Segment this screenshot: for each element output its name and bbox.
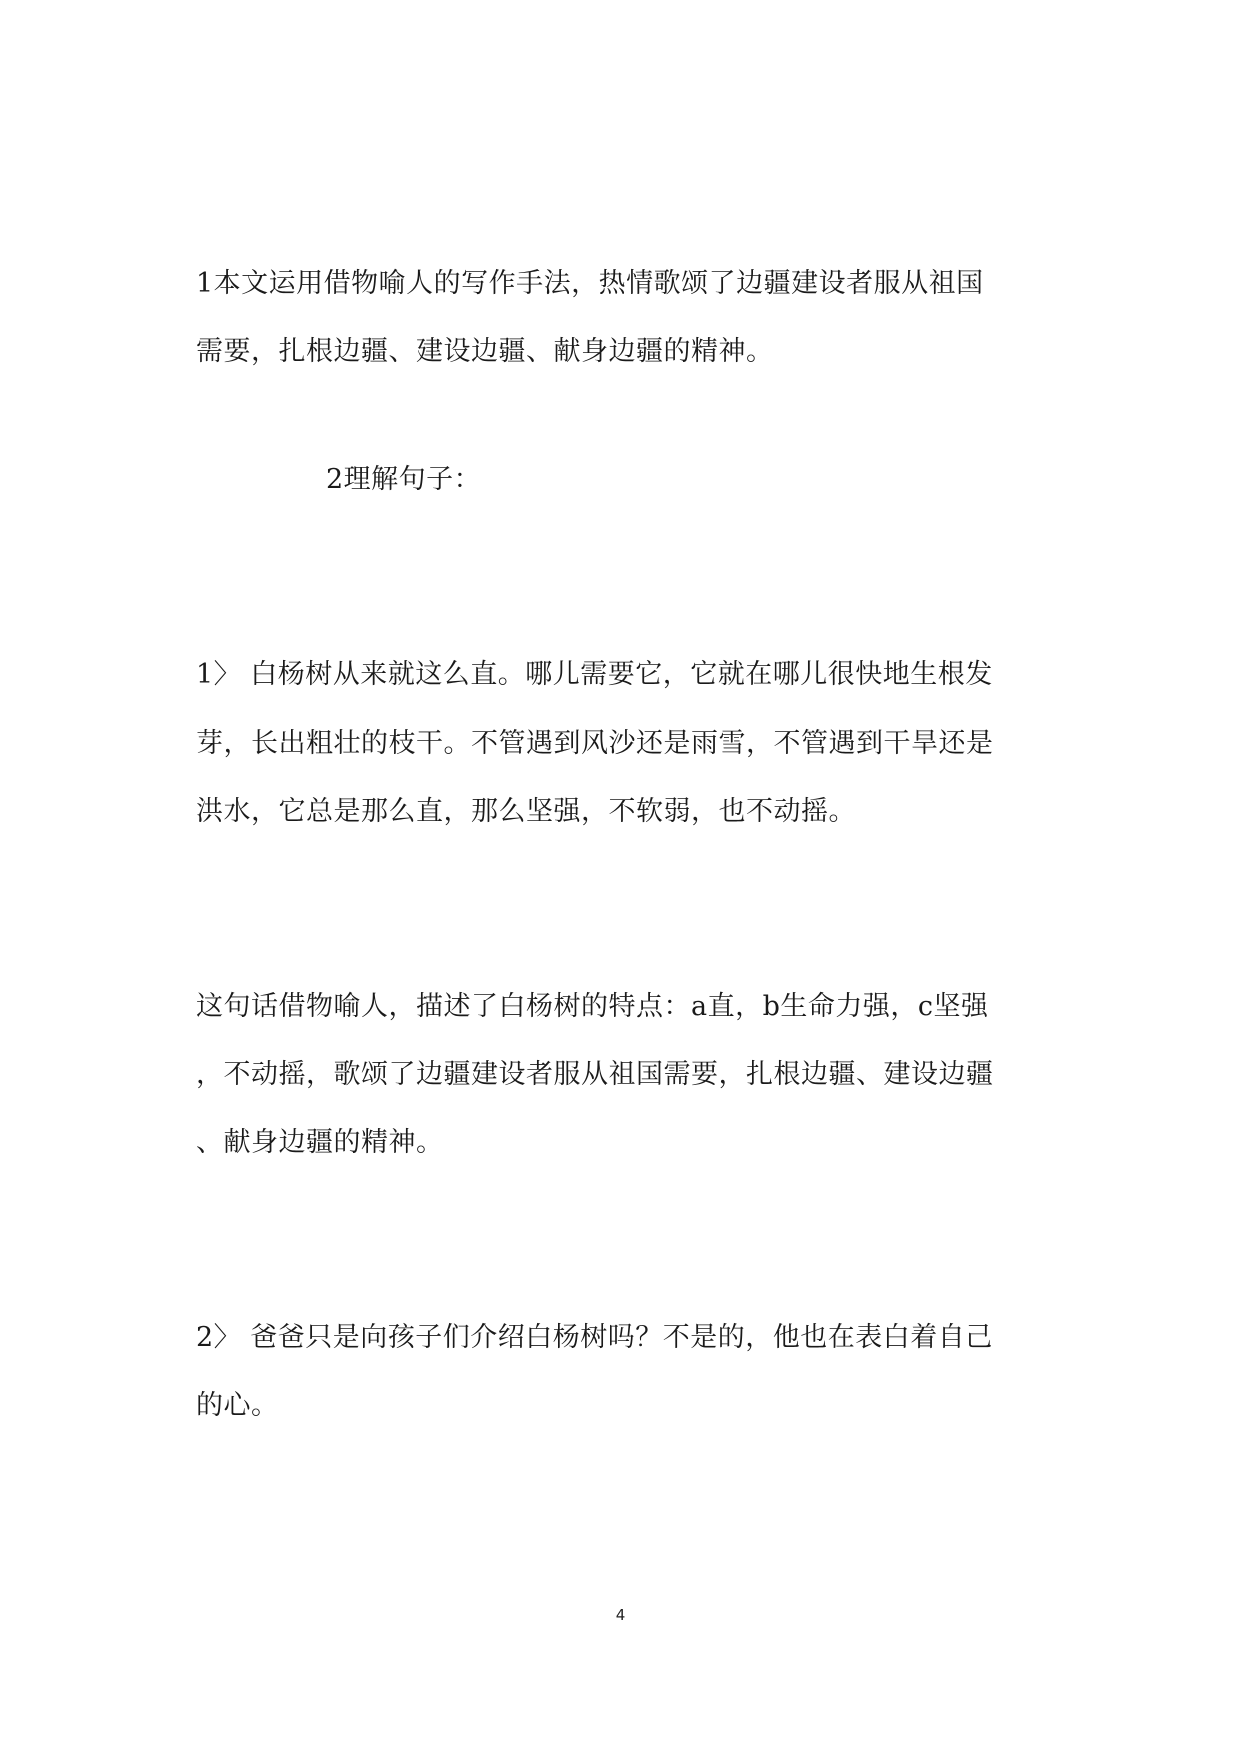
sentence-1-line-3: 洪水，它总是那么直，那么坚强，不软弱，也不动摇。: [196, 796, 856, 827]
paragraph-1-line-1: 1本文运用借物喻人的写作手法，热情歌颂了边疆建设者服从祖国: [196, 268, 984, 299]
sentence-1-line-1: 1〉 白杨树从来就这么直。哪儿需要它，它就在哪儿很快地生根发: [196, 659, 993, 690]
page-number: 4: [615, 1606, 626, 1624]
sentence-2-line-1: 2〉 爸爸只是向孩子们介绍白杨树吗？不是的，他也在表白着自己: [196, 1322, 993, 1353]
analysis-1-line-3: 、献身边疆的精神。: [196, 1127, 444, 1158]
sentence-2-line-2: 的心。: [196, 1390, 279, 1421]
analysis-1-line-2: ，不动摇，歌颂了边疆建设者服从祖国需要，扎根边疆、建设边疆: [196, 1059, 994, 1090]
analysis-1-line-1: 这句话借物喻人，描述了白杨树的特点：a直，b生命力强，c坚强: [196, 991, 989, 1022]
sentence-1-line-2: 芽，长出粗壮的枝干。不管遇到风沙还是雨雪，不管遇到干旱还是: [196, 728, 994, 759]
paragraph-1-line-2: 需要，扎根边疆、建设边疆、献身边疆的精神。: [196, 336, 774, 367]
section-heading-2: 2理解句子：: [326, 464, 482, 495]
